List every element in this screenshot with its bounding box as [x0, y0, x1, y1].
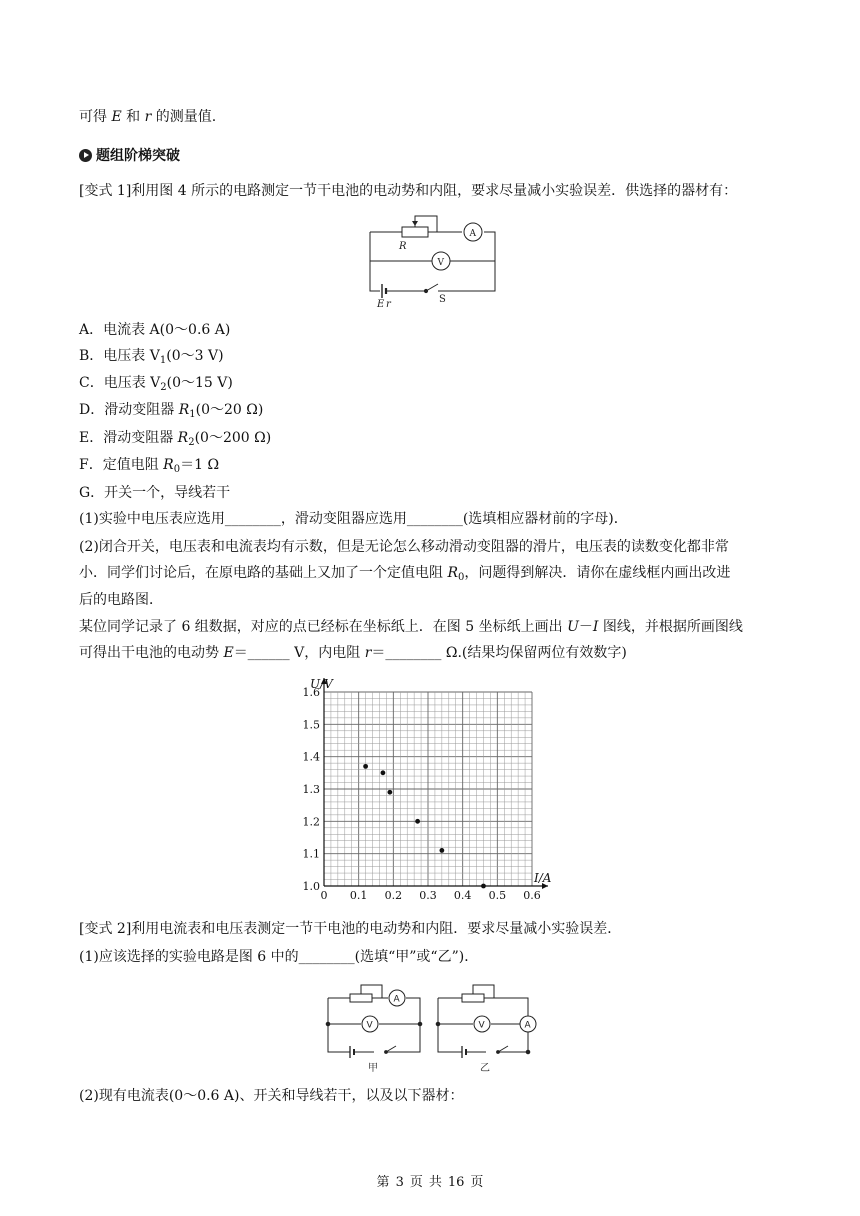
option-b: B．电压表 $V_1(0\sim 3$ V) — [79, 348, 224, 366]
x-tick-label: 0.6 — [523, 889, 541, 902]
variant1-q2-line2: 小．同学们讨论后，在原电路的基础上又加了一个定值电阻 $R_0$，问题得到解决．请你在虚线框内画出改进 — [79, 565, 731, 583]
y-tick-label: 1.4 — [302, 750, 320, 764]
label-jia: 甲 — [368, 1063, 378, 1074]
section-title: 题组阶梯突破 — [96, 148, 180, 164]
label-r: r — [386, 299, 391, 310]
x-tick-label: 0.1 — [349, 889, 368, 902]
yi-ammeter-label: A — [524, 1020, 531, 1031]
page-total: 16 — [447, 1175, 465, 1190]
variant1-q2-line3: 后的电路图． — [79, 592, 163, 608]
jia-voltmeter-label: V — [366, 1020, 373, 1031]
section-heading — [79, 145, 180, 165]
variant1-q3-line1: 某位同学记录了 6 组数据，对应的点已经标在坐标纸上．在图 5 坐标纸上画出 U－I 图线，并根据所画图线 — [79, 619, 743, 635]
x-tick-label: 0.4 — [453, 889, 472, 902]
figure4-circuit — [360, 210, 510, 310]
chart-grid — [321, 678, 548, 889]
data-point — [381, 770, 386, 775]
yi-voltmeter-label: V — [478, 1020, 485, 1031]
data-point — [415, 819, 420, 824]
x-tick-label: 0.2 — [384, 889, 403, 902]
data-point — [387, 790, 392, 795]
option-c: C．电压表 $V_2(0\sim 15$ V) — [79, 375, 233, 393]
y-tick-label: 1.2 — [302, 815, 320, 829]
variant2-stem: [变式 2]利用电流表和电压表测定一节干电池的电动势和内阻．要求尽量减小实验误差． — [79, 921, 622, 937]
rheostat-symbol — [402, 227, 428, 237]
y-tick-label: 1.3 — [302, 783, 320, 796]
data-point — [481, 884, 486, 889]
chart-ticks — [303, 686, 541, 902]
label-V: V — [437, 258, 444, 268]
jia-ammeter-label: A — [393, 994, 400, 1005]
label-A: A — [469, 229, 476, 239]
label-R: R — [399, 241, 407, 252]
chart-ylabel: U/V — [310, 677, 333, 691]
y-tick-label: 1.6 — [302, 686, 320, 699]
x-tick-label: 0 — [320, 889, 328, 902]
figure5-ui-chart — [290, 672, 570, 902]
variant1-q2-line1: (2)闭合开关，电压表和电流表均有示数，但是无论怎么移动滑动变阻器的滑片，电压表的读数变化都非常 — [79, 539, 729, 555]
variant1-q3-line2: 可得出干电池的电动势 E＝______ V，内电阻 r＝________ Ω.(结果均保留两位有效数字) — [79, 645, 627, 661]
label-S: S — [439, 294, 446, 305]
y-tick-label: 1.5 — [302, 718, 320, 732]
page-number: 3 — [395, 1175, 404, 1190]
circuit-jia — [326, 985, 422, 1058]
data-point — [439, 848, 444, 853]
y-tick-label: 1.1 — [302, 847, 320, 861]
y-tick-label: 1.0 — [302, 880, 320, 893]
option-g: G．开关一个，导线若干 — [79, 485, 231, 501]
label-E: E — [377, 299, 385, 310]
variant2-q1: (1)应该选择的实验电路是图 6 中的________(选填“甲”或“乙”)． — [79, 949, 479, 965]
x-tick-label: 0.3 — [419, 889, 437, 902]
option-e: E．滑动变阻器 $R_2(0\sim 200$ Ω) — [79, 430, 272, 448]
option-d: D．滑动变阻器 $R_1(0\sim 20$ Ω) — [79, 402, 264, 420]
data-point — [363, 764, 368, 769]
label-yi: 乙 — [480, 1063, 490, 1074]
chart-xlabel: I/A — [534, 871, 552, 885]
play-icon — [79, 149, 92, 162]
page-footer: 第 3 页 共 16 页 — [376, 1175, 484, 1190]
variant1-stem: [变式 1]利用图 4 所示的电路测定一节干电池的电动势和内阻，要求尽量减小实验误差．供选择的器材有： — [79, 183, 738, 199]
figure6-circuits — [320, 982, 550, 1074]
circuit-yi — [436, 985, 536, 1058]
variant2-q2: (2)现有电流表(0～0.6 A)、开关和导线若干，以及以下器材： — [79, 1088, 464, 1104]
option-f: F．定值电阻 $R_0=1$ Ω — [79, 457, 220, 475]
variant1-q1: (1)实验中电压表应选用________，滑动变阻器应选用________(选填相应器材前的字母)． — [79, 511, 628, 527]
intro-line: 可得 E 和 r 的测量值. — [79, 109, 217, 125]
x-tick-label: 0.5 — [488, 889, 507, 902]
option-a: A．电流表 A(0～0.6 A) — [79, 322, 231, 338]
